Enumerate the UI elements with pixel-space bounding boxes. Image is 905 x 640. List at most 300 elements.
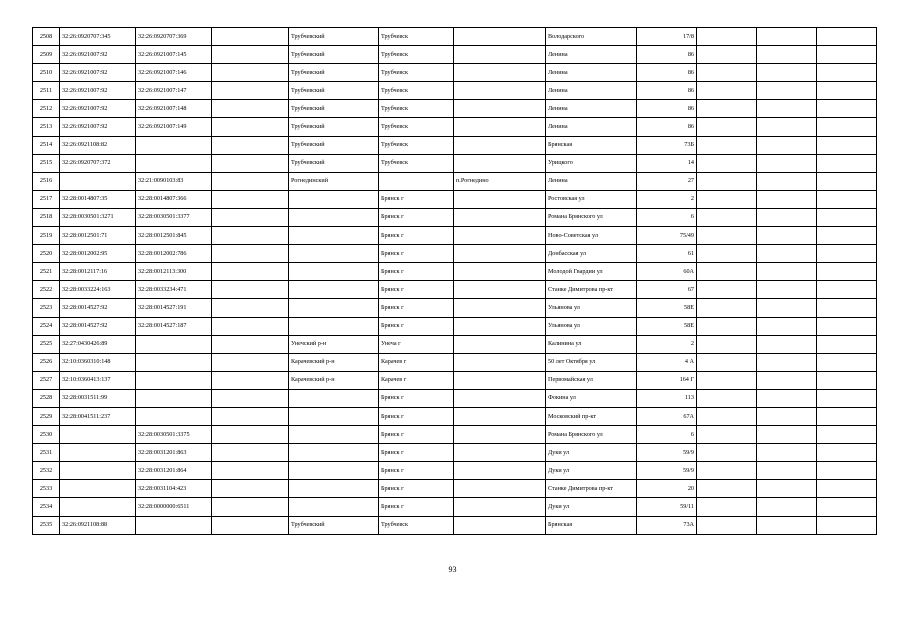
row-number-cell: 2518 bbox=[33, 208, 60, 226]
house-number-cell: 17/8 bbox=[637, 28, 697, 46]
house-number-cell: 58Е bbox=[637, 317, 697, 335]
locality-cell bbox=[454, 245, 546, 263]
district-cell: Трубчевский bbox=[289, 28, 379, 46]
cadastral-number-building-cell bbox=[136, 516, 212, 534]
cadastral-number-land-cell bbox=[60, 462, 136, 480]
cadastral-number-land-cell: 32:26:0921108:82 bbox=[60, 136, 136, 154]
extra-2-cell bbox=[757, 498, 817, 516]
table-row bbox=[33, 480, 877, 498]
street-cell: Молодой Гвардии ул bbox=[546, 263, 637, 281]
table-row bbox=[33, 281, 877, 299]
house-number-cell: 61 bbox=[637, 245, 697, 263]
district-cell: Трубчевский bbox=[289, 82, 379, 100]
house-number-cell: 86 bbox=[637, 82, 697, 100]
extra-3-cell bbox=[817, 154, 877, 172]
settlement-cell: Трубчевск bbox=[379, 46, 454, 64]
cadastral-number-building-cell bbox=[136, 335, 212, 353]
extra-3-cell bbox=[817, 227, 877, 245]
extra-3-cell bbox=[817, 28, 877, 46]
row-number-cell: 2523 bbox=[33, 299, 60, 317]
district-cell bbox=[289, 245, 379, 263]
locality-cell bbox=[454, 136, 546, 154]
locality-cell bbox=[454, 407, 546, 425]
cadastral-number-building-cell: 32:28:0033234:471 bbox=[136, 281, 212, 299]
extra-3-cell bbox=[817, 480, 877, 498]
house-number-cell: 67А bbox=[637, 407, 697, 425]
row-number-cell: 2526 bbox=[33, 353, 60, 371]
table-row bbox=[33, 154, 877, 172]
row-number-cell: 2530 bbox=[33, 426, 60, 444]
locality-cell bbox=[454, 462, 546, 480]
blank-cell bbox=[212, 407, 289, 425]
table-row bbox=[33, 317, 877, 335]
locality-cell bbox=[454, 353, 546, 371]
row-number-cell: 2532 bbox=[33, 462, 60, 480]
district-cell: Рогнединский bbox=[289, 172, 379, 190]
extra-1-cell bbox=[697, 335, 757, 353]
house-number-cell: 27 bbox=[637, 172, 697, 190]
extra-1-cell bbox=[697, 208, 757, 226]
extra-2-cell bbox=[757, 480, 817, 498]
table-row bbox=[33, 407, 877, 425]
street-cell: Романа Брянского ул bbox=[546, 426, 637, 444]
street-cell: Ростовская ул bbox=[546, 190, 637, 208]
street-cell: Ленина bbox=[546, 64, 637, 82]
district-cell bbox=[289, 299, 379, 317]
cadastral-number-land-cell: 32:27:0430426:89 bbox=[60, 335, 136, 353]
district-cell bbox=[289, 407, 379, 425]
cadastral-number-building-cell: 32:28:0000000:6511 bbox=[136, 498, 212, 516]
blank-cell bbox=[212, 208, 289, 226]
district-cell bbox=[289, 227, 379, 245]
cadastral-number-building-cell: 32:26:0921007:149 bbox=[136, 118, 212, 136]
district-cell bbox=[289, 498, 379, 516]
extra-2-cell bbox=[757, 281, 817, 299]
street-cell: Ленина bbox=[546, 82, 637, 100]
extra-3-cell bbox=[817, 462, 877, 480]
extra-2-cell bbox=[757, 82, 817, 100]
cadastral-number-land-cell: 32:10:0360310:148 bbox=[60, 353, 136, 371]
locality-cell bbox=[454, 516, 546, 534]
cadastral-number-building-cell: 32:28:0012002:786 bbox=[136, 245, 212, 263]
house-number-cell: 2 bbox=[637, 190, 697, 208]
house-number-cell: 58Е bbox=[637, 299, 697, 317]
table-row bbox=[33, 118, 877, 136]
extra-2-cell bbox=[757, 227, 817, 245]
extra-3-cell bbox=[817, 118, 877, 136]
extra-3-cell bbox=[817, 516, 877, 534]
extra-2-cell bbox=[757, 299, 817, 317]
locality-cell bbox=[454, 480, 546, 498]
house-number-cell: 164 Г bbox=[637, 371, 697, 389]
locality-cell bbox=[454, 208, 546, 226]
extra-1-cell bbox=[697, 389, 757, 407]
blank-cell bbox=[212, 190, 289, 208]
street-cell: Ульянова ул bbox=[546, 299, 637, 317]
cadastral-number-land-cell: 32:26:0921007:92 bbox=[60, 82, 136, 100]
extra-3-cell bbox=[817, 335, 877, 353]
extra-1-cell bbox=[697, 281, 757, 299]
extra-2-cell bbox=[757, 46, 817, 64]
cadastral-number-building-cell: 32:28:0031201:863 bbox=[136, 444, 212, 462]
extra-3-cell bbox=[817, 136, 877, 154]
settlement-cell: Трубчевск bbox=[379, 64, 454, 82]
cadastral-number-building-cell: 32:28:0012113:300 bbox=[136, 263, 212, 281]
settlement-cell: Брянск г bbox=[379, 317, 454, 335]
cadastral-number-building-cell: 32:28:0014527:187 bbox=[136, 317, 212, 335]
row-number-cell: 2516 bbox=[33, 172, 60, 190]
extra-3-cell bbox=[817, 407, 877, 425]
cadastral-number-land-cell: 32:26:0921007:92 bbox=[60, 118, 136, 136]
row-number-cell: 2514 bbox=[33, 136, 60, 154]
house-number-cell: 59/9 bbox=[637, 462, 697, 480]
extra-1-cell bbox=[697, 371, 757, 389]
extra-2-cell bbox=[757, 172, 817, 190]
house-number-cell: 60А bbox=[637, 263, 697, 281]
settlement-cell: Трубчевск bbox=[379, 516, 454, 534]
extra-3-cell bbox=[817, 245, 877, 263]
cadastral-number-building-cell: 32:26:0921007:148 bbox=[136, 100, 212, 118]
street-cell: Донбасская ул bbox=[546, 245, 637, 263]
extra-1-cell bbox=[697, 190, 757, 208]
extra-2-cell bbox=[757, 444, 817, 462]
cadastral-number-building-cell: 32:28:0030501:3375 bbox=[136, 426, 212, 444]
house-number-cell: 73Б bbox=[637, 136, 697, 154]
cadastral-number-land-cell: 32:28:0031511:99 bbox=[60, 389, 136, 407]
cadastral-number-land-cell: 32:28:0033224:163 bbox=[60, 281, 136, 299]
house-number-cell: 6 bbox=[637, 208, 697, 226]
row-number-cell: 2513 bbox=[33, 118, 60, 136]
extra-2-cell bbox=[757, 154, 817, 172]
table-row bbox=[33, 208, 877, 226]
table-row bbox=[33, 82, 877, 100]
cadastral-number-building-cell bbox=[136, 154, 212, 172]
street-cell: Фокина ул bbox=[546, 389, 637, 407]
extra-1-cell bbox=[697, 172, 757, 190]
locality-cell bbox=[454, 371, 546, 389]
table-row bbox=[33, 299, 877, 317]
house-number-cell: 86 bbox=[637, 100, 697, 118]
locality-cell bbox=[454, 118, 546, 136]
settlement-cell: Брянск г bbox=[379, 263, 454, 281]
cadastral-number-land-cell: 32:26:0920707:372 bbox=[60, 154, 136, 172]
extra-3-cell bbox=[817, 64, 877, 82]
extra-1-cell bbox=[697, 100, 757, 118]
extra-1-cell bbox=[697, 480, 757, 498]
cadastral-number-land-cell: 32:28:0014527:92 bbox=[60, 317, 136, 335]
row-number-cell: 2522 bbox=[33, 281, 60, 299]
row-number-cell: 2527 bbox=[33, 371, 60, 389]
cadastral-number-land-cell bbox=[60, 498, 136, 516]
extra-2-cell bbox=[757, 28, 817, 46]
blank-cell bbox=[212, 516, 289, 534]
blank-cell bbox=[212, 498, 289, 516]
locality-cell bbox=[454, 190, 546, 208]
settlement-cell: Брянск г bbox=[379, 245, 454, 263]
cadastral-number-land-cell: 32:26:0921007:92 bbox=[60, 46, 136, 64]
settlement-cell: Трубчевск bbox=[379, 82, 454, 100]
extra-1-cell bbox=[697, 462, 757, 480]
district-cell bbox=[289, 208, 379, 226]
street-cell: Ново-Советская ул bbox=[546, 227, 637, 245]
row-number-cell: 2508 bbox=[33, 28, 60, 46]
house-number-cell: 14 bbox=[637, 154, 697, 172]
district-cell: Трубчевский bbox=[289, 154, 379, 172]
extra-3-cell bbox=[817, 426, 877, 444]
page-number: 93 bbox=[448, 565, 457, 574]
extra-3-cell bbox=[817, 353, 877, 371]
street-cell: Дуки ул bbox=[546, 462, 637, 480]
house-number-cell: 73А bbox=[637, 516, 697, 534]
row-number-cell: 2524 bbox=[33, 317, 60, 335]
locality-cell bbox=[454, 317, 546, 335]
blank-cell bbox=[212, 245, 289, 263]
street-cell: Брянская bbox=[546, 136, 637, 154]
district-cell bbox=[289, 317, 379, 335]
settlement-cell: Брянск г bbox=[379, 444, 454, 462]
locality-cell bbox=[454, 154, 546, 172]
extra-2-cell bbox=[757, 190, 817, 208]
district-cell: Карачевский р-н bbox=[289, 371, 379, 389]
house-number-cell: 4 А bbox=[637, 353, 697, 371]
cadastral-number-building-cell: 32:28:0012501:845 bbox=[136, 227, 212, 245]
extra-1-cell bbox=[697, 444, 757, 462]
locality-cell bbox=[454, 426, 546, 444]
extra-1-cell bbox=[697, 245, 757, 263]
locality-cell bbox=[454, 498, 546, 516]
cadastral-number-building-cell: 32:28:0014527:191 bbox=[136, 299, 212, 317]
row-number-cell: 2511 bbox=[33, 82, 60, 100]
settlement-cell: Трубчевск bbox=[379, 100, 454, 118]
cadastral-number-land-cell: 32:26:0920707:345 bbox=[60, 28, 136, 46]
blank-cell bbox=[212, 426, 289, 444]
house-number-cell: 59/11 bbox=[637, 498, 697, 516]
street-cell: Первомайская ул bbox=[546, 371, 637, 389]
house-number-cell: 86 bbox=[637, 46, 697, 64]
locality-cell bbox=[454, 444, 546, 462]
table-row bbox=[33, 64, 877, 82]
blank-cell bbox=[212, 118, 289, 136]
settlement-cell: Брянск г bbox=[379, 462, 454, 480]
blank-cell bbox=[212, 317, 289, 335]
street-cell: Ленина bbox=[546, 100, 637, 118]
district-cell bbox=[289, 389, 379, 407]
blank-cell bbox=[212, 444, 289, 462]
extra-1-cell bbox=[697, 154, 757, 172]
cadastral-number-building-cell: 32:28:0031104:423 bbox=[136, 480, 212, 498]
extra-2-cell bbox=[757, 335, 817, 353]
extra-2-cell bbox=[757, 100, 817, 118]
locality-cell bbox=[454, 82, 546, 100]
cadastral-number-land-cell: 32:28:0041511:237 bbox=[60, 407, 136, 425]
locality-cell bbox=[454, 389, 546, 407]
cadastral-number-land-cell bbox=[60, 480, 136, 498]
registry-table bbox=[32, 27, 877, 535]
district-cell bbox=[289, 480, 379, 498]
settlement-cell: Трубчевск bbox=[379, 154, 454, 172]
district-cell bbox=[289, 281, 379, 299]
extra-2-cell bbox=[757, 208, 817, 226]
blank-cell bbox=[212, 154, 289, 172]
extra-2-cell bbox=[757, 136, 817, 154]
blank-cell bbox=[212, 389, 289, 407]
cadastral-number-building-cell: 32:28:0030501:3377 bbox=[136, 208, 212, 226]
table-row bbox=[33, 516, 877, 534]
table-row bbox=[33, 28, 877, 46]
district-cell bbox=[289, 444, 379, 462]
locality-cell bbox=[454, 100, 546, 118]
street-cell: Станке Димитрова пр-кт bbox=[546, 480, 637, 498]
table-row bbox=[33, 227, 877, 245]
district-cell: Унечский р-н bbox=[289, 335, 379, 353]
settlement-cell: Брянск г bbox=[379, 281, 454, 299]
cadastral-number-building-cell bbox=[136, 407, 212, 425]
blank-cell bbox=[212, 335, 289, 353]
extra-1-cell bbox=[697, 299, 757, 317]
street-cell: Калинина ул bbox=[546, 335, 637, 353]
cadastral-number-building-cell bbox=[136, 389, 212, 407]
extra-1-cell bbox=[697, 426, 757, 444]
extra-1-cell bbox=[697, 118, 757, 136]
extra-1-cell bbox=[697, 64, 757, 82]
extra-2-cell bbox=[757, 371, 817, 389]
extra-2-cell bbox=[757, 353, 817, 371]
row-number-cell: 2520 bbox=[33, 245, 60, 263]
extra-1-cell bbox=[697, 353, 757, 371]
settlement-cell: Брянск г bbox=[379, 299, 454, 317]
house-number-cell: 20 bbox=[637, 480, 697, 498]
row-number-cell: 2510 bbox=[33, 64, 60, 82]
cadastral-number-land-cell: 32:28:0012501:71 bbox=[60, 227, 136, 245]
table-row bbox=[33, 335, 877, 353]
house-number-cell: 67 bbox=[637, 281, 697, 299]
street-cell: Ленина bbox=[546, 46, 637, 64]
cadastral-number-building-cell: 32:26:0921007:146 bbox=[136, 64, 212, 82]
blank-cell bbox=[212, 353, 289, 371]
settlement-cell: Брянск г bbox=[379, 426, 454, 444]
extra-2-cell bbox=[757, 317, 817, 335]
extra-3-cell bbox=[817, 371, 877, 389]
locality-cell bbox=[454, 281, 546, 299]
cadastral-number-building-cell: 32:21:0090103:83 bbox=[136, 172, 212, 190]
extra-2-cell bbox=[757, 462, 817, 480]
district-cell: Трубчевский bbox=[289, 46, 379, 64]
district-cell: Трубчевский bbox=[289, 136, 379, 154]
row-number-cell: 2531 bbox=[33, 444, 60, 462]
street-cell: Романа Брянского ул bbox=[546, 208, 637, 226]
district-cell bbox=[289, 263, 379, 281]
locality-cell bbox=[454, 299, 546, 317]
extra-3-cell bbox=[817, 299, 877, 317]
extra-2-cell bbox=[757, 516, 817, 534]
cadastral-number-land-cell bbox=[60, 426, 136, 444]
row-number-cell: 2509 bbox=[33, 46, 60, 64]
street-cell: Урицкого bbox=[546, 154, 637, 172]
extra-3-cell bbox=[817, 46, 877, 64]
cadastral-number-land-cell bbox=[60, 444, 136, 462]
district-cell: Трубчевский bbox=[289, 64, 379, 82]
cadastral-number-building-cell: 32:26:0921007:147 bbox=[136, 82, 212, 100]
cadastral-number-land-cell: 32:28:0014527:92 bbox=[60, 299, 136, 317]
settlement-cell: Карачев г bbox=[379, 371, 454, 389]
settlement-cell: Брянск г bbox=[379, 498, 454, 516]
table-row bbox=[33, 426, 877, 444]
table-row bbox=[33, 100, 877, 118]
extra-3-cell bbox=[817, 317, 877, 335]
blank-cell bbox=[212, 64, 289, 82]
extra-3-cell bbox=[817, 498, 877, 516]
extra-1-cell bbox=[697, 498, 757, 516]
cadastral-number-land-cell: 32:26:0921108:88 bbox=[60, 516, 136, 534]
street-cell: Московский пр-кт bbox=[546, 407, 637, 425]
extra-2-cell bbox=[757, 389, 817, 407]
extra-2-cell bbox=[757, 263, 817, 281]
cadastral-number-building-cell bbox=[136, 371, 212, 389]
street-cell: Брянская bbox=[546, 516, 637, 534]
extra-3-cell bbox=[817, 82, 877, 100]
blank-cell bbox=[212, 371, 289, 389]
blank-cell bbox=[212, 263, 289, 281]
extra-2-cell bbox=[757, 245, 817, 263]
locality-cell bbox=[454, 64, 546, 82]
cadastral-number-building-cell bbox=[136, 136, 212, 154]
table-row bbox=[33, 245, 877, 263]
house-number-cell: 59/9 bbox=[637, 444, 697, 462]
extra-2-cell bbox=[757, 426, 817, 444]
extra-3-cell bbox=[817, 100, 877, 118]
settlement-cell: Трубчевск bbox=[379, 136, 454, 154]
table-row bbox=[33, 353, 877, 371]
settlement-cell: Брянск г bbox=[379, 480, 454, 498]
extra-2-cell bbox=[757, 64, 817, 82]
table-row bbox=[33, 263, 877, 281]
settlement-cell: Трубчевск bbox=[379, 118, 454, 136]
street-cell: Станке Димитрова пр-кт bbox=[546, 281, 637, 299]
cadastral-number-building-cell: 32:26:0921007:145 bbox=[136, 46, 212, 64]
blank-cell bbox=[212, 299, 289, 317]
cadastral-number-land-cell: 32:28:0014807:35 bbox=[60, 190, 136, 208]
extra-1-cell bbox=[697, 516, 757, 534]
locality-cell bbox=[454, 28, 546, 46]
cadastral-number-building-cell: 32:28:0031201:864 bbox=[136, 462, 212, 480]
street-cell: 50 лет Октября ул bbox=[546, 353, 637, 371]
extra-1-cell bbox=[697, 317, 757, 335]
row-number-cell: 2525 bbox=[33, 335, 60, 353]
row-number-cell: 2519 bbox=[33, 227, 60, 245]
district-cell bbox=[289, 462, 379, 480]
locality-cell bbox=[454, 263, 546, 281]
table-row bbox=[33, 190, 877, 208]
row-number-cell: 2529 bbox=[33, 407, 60, 425]
settlement-cell: Брянск г bbox=[379, 208, 454, 226]
blank-cell bbox=[212, 480, 289, 498]
cadastral-number-building-cell bbox=[136, 353, 212, 371]
cadastral-number-land-cell: 32:26:0921007:92 bbox=[60, 100, 136, 118]
extra-1-cell bbox=[697, 407, 757, 425]
house-number-cell: 75/49 bbox=[637, 227, 697, 245]
blank-cell bbox=[212, 28, 289, 46]
locality-cell bbox=[454, 46, 546, 64]
extra-3-cell bbox=[817, 172, 877, 190]
blank-cell bbox=[212, 46, 289, 64]
row-number-cell: 2533 bbox=[33, 480, 60, 498]
extra-1-cell bbox=[697, 263, 757, 281]
cadastral-number-land-cell: 32:28:0012117:16 bbox=[60, 263, 136, 281]
cadastral-number-land-cell: 32:28:0012002:95 bbox=[60, 245, 136, 263]
blank-cell bbox=[212, 227, 289, 245]
row-number-cell: 2535 bbox=[33, 516, 60, 534]
extra-1-cell bbox=[697, 82, 757, 100]
